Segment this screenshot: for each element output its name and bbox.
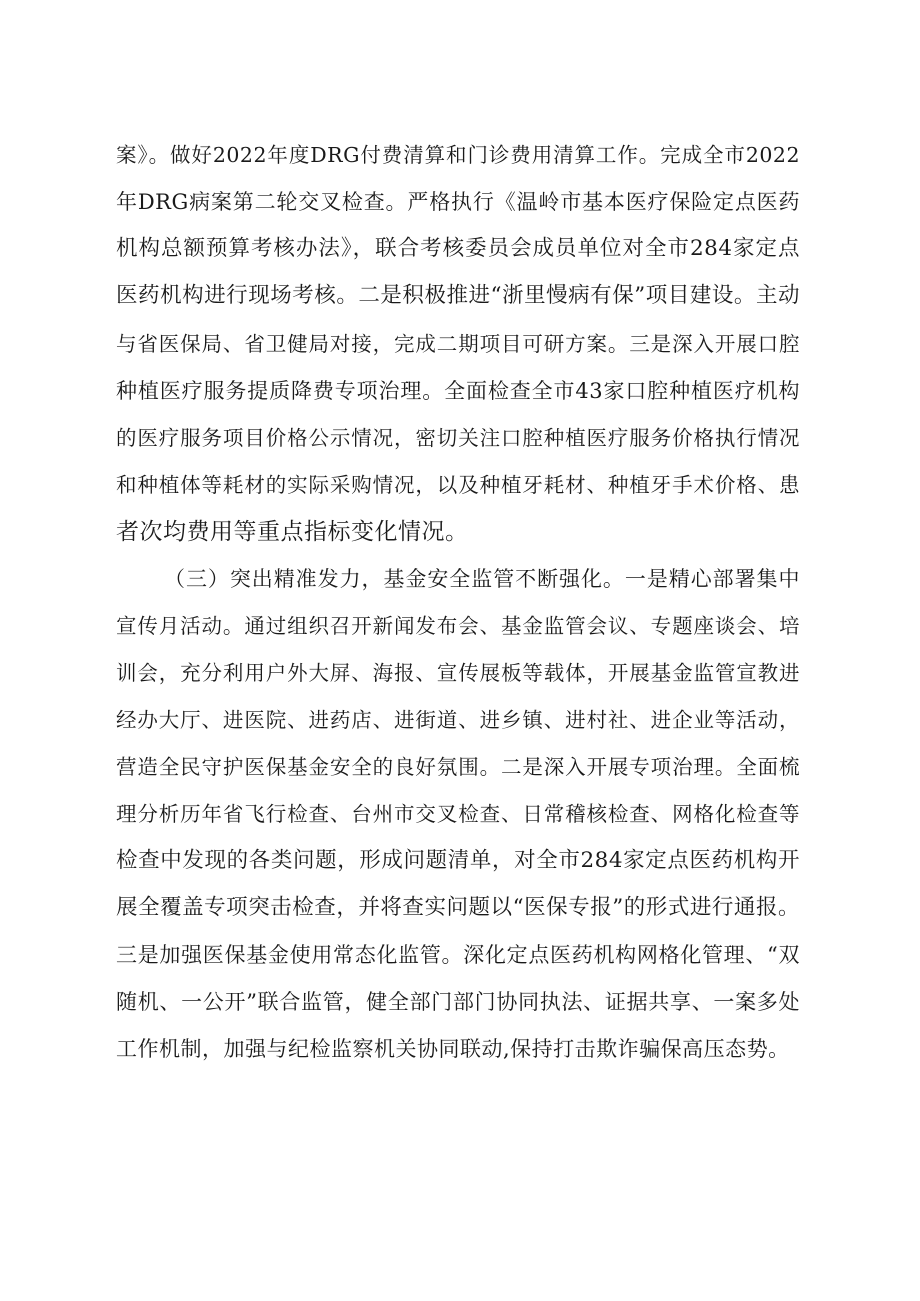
text-line-4: 医药机构进行现场考核。二是积极推进“浙里慢病有保”项目建设。主动 <box>116 283 800 308</box>
text-line-7: 的医疗服务项目价格公示情况，密切关注口腔种植医疗服务价格执行情况 <box>116 426 800 450</box>
text-line-13: 经办大厅、进医院、进药店、进街道、进乡镇、进村社、进企业等活动， <box>116 708 800 732</box>
text-line-5: 与省医保局、省卫健局对接，完成二期项目可研方案。三是深入开展口腔 <box>116 332 800 356</box>
text-line-19: 随机、一公开”联合监管，健全部门部门协同执法、证据共享、一案多处 <box>116 990 800 1014</box>
text-line-12: 训会，充分利用户外大屏、海报、宣传展板等载体，开展基金监管宣教进 <box>116 661 800 685</box>
text-line-18: 三是加强医保基金使用常态化监管。深化定点医药机构网格化管理、“双 <box>116 943 800 967</box>
text-line-1: 案》。做好2022年度DRG付费清算和门诊费用清算工作。完成全市2022 <box>116 143 800 167</box>
text-line-11: 宣传月活动。通过组织召开新闻发布会、基金监管会议、专题座谈会、培 <box>116 614 800 638</box>
text-line-14: 营造全民守护医保基金安全的良好氛围。二是深入开展专项治理。全面梳 <box>116 755 800 779</box>
text-line-6: 种植医疗服务提质降费专项治理。全面检查全市43家口腔种植医疗机构 <box>116 379 800 403</box>
section-heading-line: （三）突出精准发力，基金安全监管不断强化。一是精心部署集中 <box>164 567 800 591</box>
text-line-16: 检查中发现的各类问题，形成问题清单，对全市284家定点医药机构开 <box>116 848 800 873</box>
text-line-15: 理分析历年省飞行检查、台州市交叉检查、日常稽核检查、网格化检查等 <box>116 802 800 826</box>
text-line-20: 工作机制，加强与纪检监察机关协同联动,保持打击欺诈骗保高压态势。 <box>116 1037 790 1061</box>
text-line-3: 机构总额预算考核办法》，联合考核委员会成员单位对全市284家定点 <box>116 236 800 261</box>
text-line-9: 者次均费用等重点指标变化情况。 <box>116 519 469 545</box>
text-line-2: 年DRG病案第二轮交叉检查。严格执行《温岭市基本医疗保险定点医药 <box>116 190 800 214</box>
text-line-8: 和种植体等耗材的实际采购情况，以及种植牙耗材、种植牙手术价格、患 <box>116 473 800 497</box>
text-line-17: 展全覆盖专项突击检查，并将查实问题以“医保专报”的形式进行通报。 <box>116 895 800 920</box>
